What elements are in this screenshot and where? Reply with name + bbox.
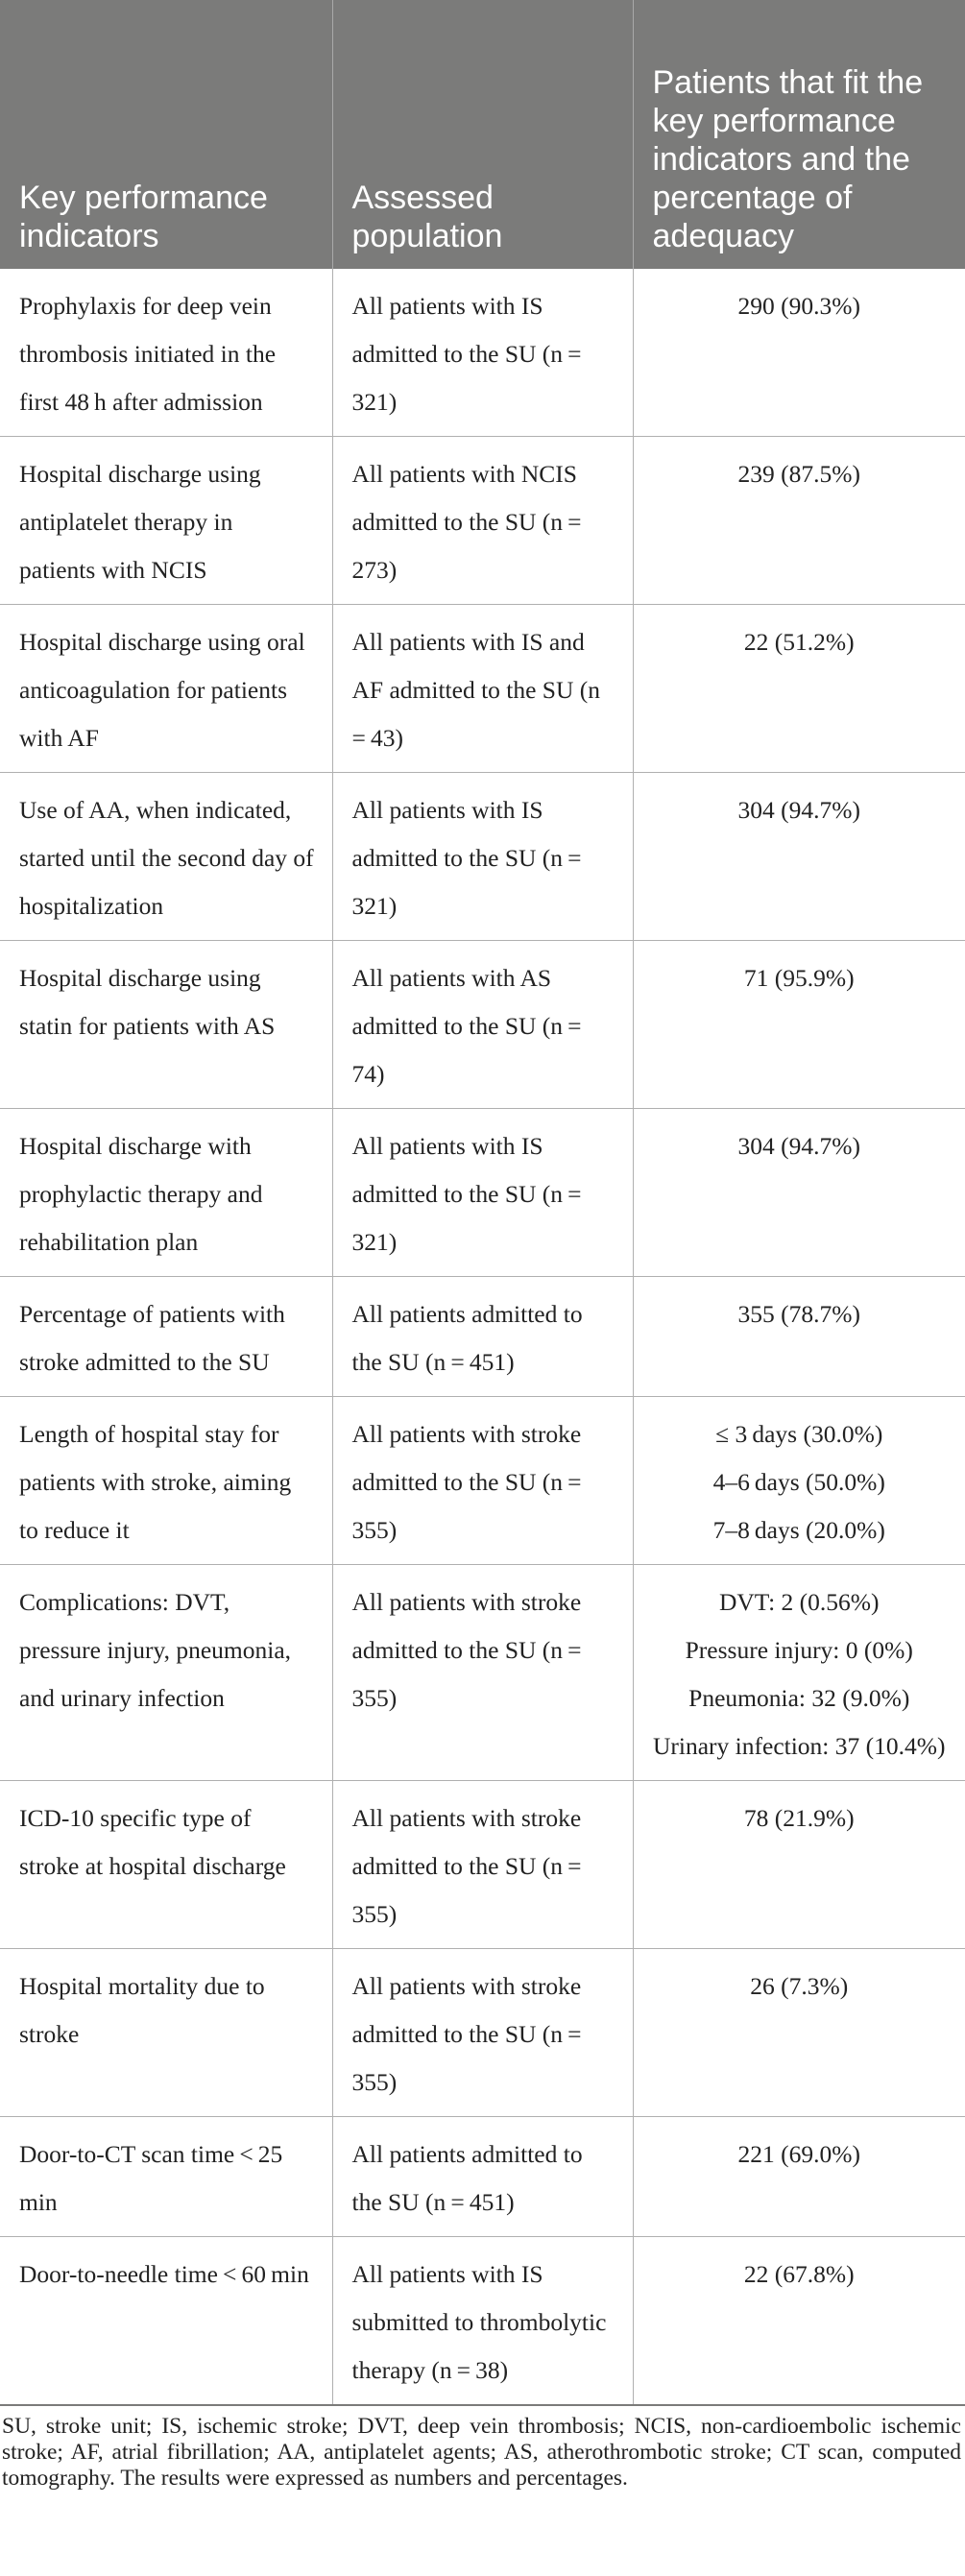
result-value: 304 (94.7%)	[737, 1132, 860, 1160]
indicator-cell: Length of hospital stay for patients with stroke, aiming to reduce it	[0, 1397, 332, 1565]
indicator-cell: Complications: DVT, pressure injury, pneumonia, and urinary infection	[0, 1565, 332, 1781]
table-row	[0, 605, 965, 773]
table-row	[0, 1109, 965, 1277]
table-row	[0, 1397, 965, 1565]
result-value: ≤ 3 days (30.0%)	[715, 1420, 883, 1448]
indicator-cell: Hospital discharge using antiplatelet therapy in patients with NCIS	[0, 437, 332, 605]
result-cell	[633, 2237, 965, 2406]
result-cell	[633, 2117, 965, 2237]
population-cell: All patients with AS admitted to the SU (n = 74)	[332, 941, 633, 1109]
population-cell: All patients with stroke admitted to the SU (n = 355)	[332, 1565, 633, 1781]
header-key-performance-indicators: Key performance indicators	[0, 0, 332, 269]
result-value: 304 (94.7%)	[737, 796, 860, 824]
result-value: Urinary infection: 37 (10.4%)	[653, 1732, 946, 1760]
result-value: Pneumonia: 32 (9.0%)	[688, 1684, 910, 1712]
header-patients-fit-percentage: Patients that fit the key performance indicators and the percentage of adequacy	[633, 0, 965, 269]
population-cell: All patients with IS admitted to the SU (n = 321)	[332, 773, 633, 941]
population-cell: All patients with NCIS admitted to the SU (n = 273)	[332, 437, 633, 605]
indicator-cell: Prophylaxis for deep vein thrombosis initiated in the first 48 h after admission	[19, 292, 277, 416]
indicator-cell: Door-to-CT scan time < 25 min	[0, 2117, 332, 2237]
table-body	[0, 269, 965, 2405]
result-cell	[633, 773, 965, 941]
population-cell: All patients with stroke admitted to the SU (n = 355)	[332, 1949, 633, 2117]
population-cell: All patients with IS admitted to the SU (n = 321)	[332, 1109, 633, 1277]
result-cell	[633, 1397, 965, 1565]
table-row	[0, 1949, 965, 2117]
result-value: 26 (7.3%)	[750, 1972, 849, 2000]
header-row	[0, 0, 965, 269]
result-value: 4–6 days (50.0%)	[712, 1468, 885, 1496]
result-cell	[633, 1949, 965, 2117]
indicator-cell: Use of AA, when indicated, started until the second day of hospitalization	[0, 773, 332, 941]
result-cell	[633, 1109, 965, 1277]
population-cell: All patients with IS admitted to the SU (n = 321)	[332, 269, 633, 437]
result-cell	[633, 1277, 965, 1397]
table-row	[0, 437, 965, 605]
result-cell	[633, 941, 965, 1109]
result-value: 239 (87.5%)	[737, 460, 860, 488]
population-cell: All patients with IS submitted to thrombolytic therapy (n = 38)	[332, 2237, 633, 2406]
table-row	[0, 1277, 965, 1397]
table-row	[0, 269, 965, 437]
population-cell: All patients with stroke admitted to the SU (n = 355)	[332, 1781, 633, 1949]
table-row	[0, 1565, 965, 1781]
result-cell	[633, 605, 965, 773]
population-cell: All patients with stroke admitted to the SU (n = 355)	[332, 1397, 633, 1565]
result-value: 22 (51.2%)	[743, 628, 855, 656]
table-row	[0, 1781, 965, 1949]
result-cell	[633, 269, 965, 437]
result-value: 7–8 days (20.0%)	[712, 1516, 885, 1544]
indicator-cell: Hospital discharge using oral anticoagulation for patients with AF	[0, 605, 332, 773]
indicator-cell: Hospital discharge with prophylactic therapy and rehabilitation plan	[0, 1109, 332, 1277]
result-value: DVT: 2 (0.56%)	[718, 1588, 880, 1616]
result-value: 355 (78.7%)	[737, 1300, 860, 1328]
population-cell: All patients admitted to the SU (n = 451)	[332, 1277, 633, 1397]
result-value: 78 (21.9%)	[743, 1804, 855, 1832]
table-footnote: SU, stroke unit; IS, ischemic stroke; DVT, deep vein thrombosis; NCIS, non-cardioembolic ischemic stroke; AF, atrial fibrillation; AA, antiplatelet agents; AS, atherothrombotic stroke; CT scan, computed tomography. The results were expressed as numbers and percentages.	[2, 2414, 961, 2491]
result-value: 22 (67.8%)	[743, 2260, 855, 2288]
table-row	[0, 2117, 965, 2237]
result-cell	[633, 1781, 965, 1949]
indicator-cell: Percentage of patients with stroke admitted to the SU	[0, 1277, 332, 1397]
indicator-cell: ICD-10 specific type of stroke at hospital discharge	[0, 1781, 332, 1949]
result-value: 221 (69.0%)	[737, 2140, 860, 2168]
indicator-cell: Hospital mortality due to stroke	[0, 1949, 332, 2117]
table-row	[0, 773, 965, 941]
indicator-cell: Door-to-needle time < 60 min	[0, 2237, 332, 2406]
indicator-cell: Hospital discharge using statin for patients with AS	[0, 941, 332, 1109]
table-row	[0, 2237, 965, 2406]
population-cell: All patients with IS and AF admitted to the SU (n = 43)	[332, 605, 633, 773]
result-value: Pressure injury: 0 (0%)	[685, 1636, 913, 1664]
table-row	[0, 941, 965, 1109]
population-cell: All patients admitted to the SU (n = 451)	[332, 2117, 633, 2237]
header-assessed-population: Assessed population	[332, 0, 633, 269]
result-cell	[633, 437, 965, 605]
table-header	[0, 0, 965, 269]
result-value: 290 (90.3%)	[737, 292, 860, 320]
result-cell	[633, 1565, 965, 1781]
result-value: 71 (95.9%)	[743, 964, 855, 992]
